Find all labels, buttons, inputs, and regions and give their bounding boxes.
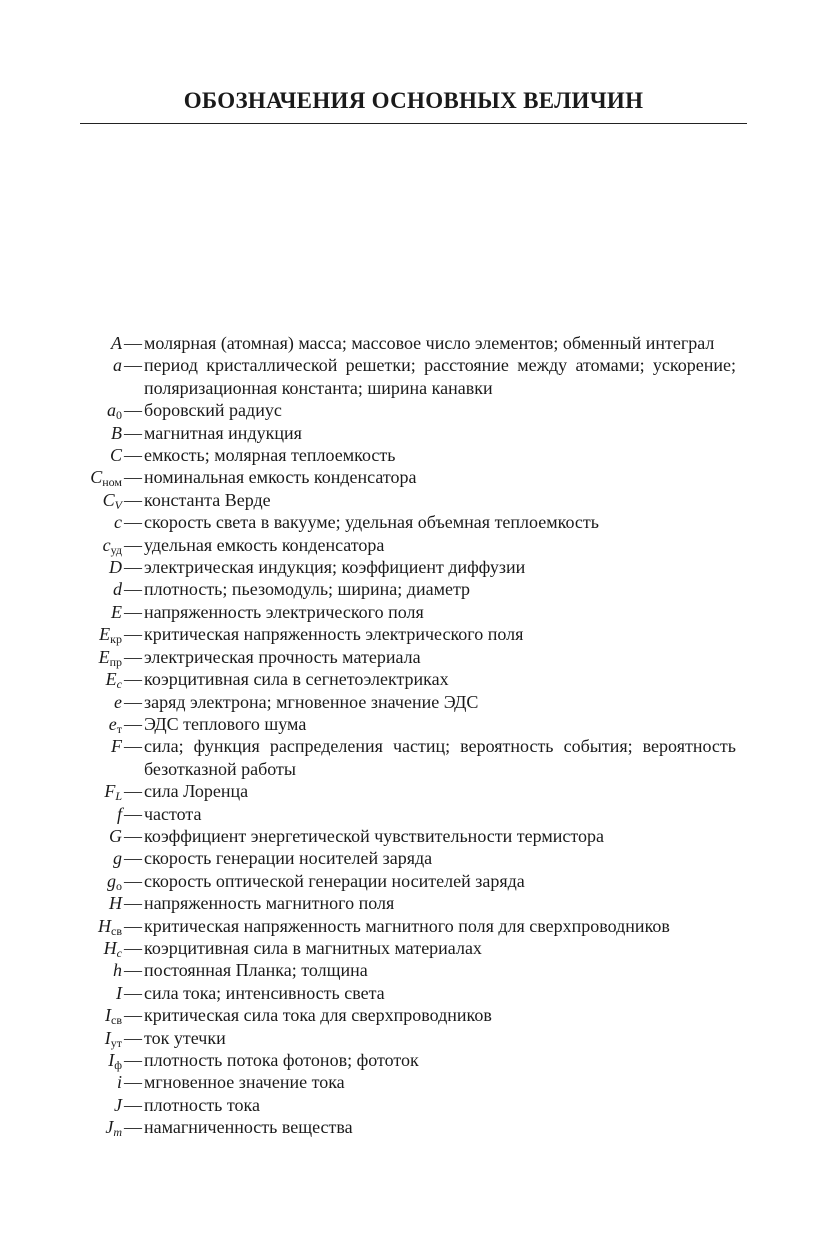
entry-symbol <box>0 601 122 623</box>
entry-symbol <box>0 1027 122 1049</box>
entry-definition: ЭДС теплового шума <box>144 713 307 734</box>
symbol-letter: C <box>90 467 103 488</box>
notation-entry <box>0 959 827 981</box>
entry-dash: — <box>124 557 142 578</box>
entry-definition: сила тока; интенсивность света <box>144 982 385 1003</box>
entry-dash: — <box>124 982 142 1003</box>
entry-dash: — <box>124 1050 142 1070</box>
notation-entry <box>0 399 827 421</box>
notation-entry <box>0 466 827 488</box>
notation-entry <box>0 534 827 556</box>
entry-dash: — <box>124 669 142 690</box>
symbol-letter: e <box>108 713 117 734</box>
entry-definition: номинальная емкость конденсатора <box>144 467 417 488</box>
entry-dash: — <box>124 579 142 600</box>
notation-list <box>0 332 827 1139</box>
symbol-subscript: ф <box>114 1058 122 1072</box>
notation-entry <box>0 870 827 892</box>
notation-entry <box>0 803 827 825</box>
notation-entry <box>0 780 827 802</box>
entry-dash: — <box>124 512 142 533</box>
symbol-letter: h <box>113 960 122 981</box>
symbol-subscript: m <box>113 1125 122 1140</box>
symbol-letter: d <box>113 579 122 600</box>
entry-symbol <box>0 1094 122 1116</box>
entry-dash: — <box>124 400 142 421</box>
entry-symbol <box>0 1116 122 1138</box>
symbol-subscript: т <box>116 721 122 736</box>
symbol-letter: H <box>109 893 122 914</box>
entry-dash: — <box>124 713 142 734</box>
entry-symbol <box>0 668 122 690</box>
notation-entry <box>0 1094 827 1116</box>
entry-dash: — <box>124 870 142 891</box>
entry-definition: плотность потока фотонов; фототок <box>144 1050 419 1070</box>
entry-dash: — <box>124 848 142 869</box>
notation-entry <box>0 1004 827 1026</box>
symbol-letter: I <box>104 1027 111 1048</box>
entry-symbol <box>0 691 122 713</box>
notation-entry <box>0 915 827 937</box>
symbol-letter: F <box>104 781 116 802</box>
entry-dash: — <box>124 333 142 353</box>
entry-symbol <box>0 332 122 354</box>
entry-definition: электрическая прочность материала <box>144 646 421 667</box>
notation-entry <box>0 578 827 600</box>
entry-dash: — <box>124 781 142 802</box>
entry-symbol <box>0 489 122 511</box>
symbol-letter: H <box>103 937 117 958</box>
title-underline <box>80 123 747 124</box>
symbol-letter: a <box>107 400 116 421</box>
entry-dash: — <box>124 355 142 376</box>
symbol-letter: a <box>113 355 122 376</box>
notation-entry <box>0 691 827 713</box>
notation-entry <box>0 982 827 1004</box>
entry-dash: — <box>124 1094 142 1115</box>
entry-definition: критическая напряженность магнитного поля для сверхпроводников <box>144 915 670 936</box>
symbol-letter: i <box>116 1072 122 1093</box>
symbol-letter: E <box>98 646 110 667</box>
entry-symbol <box>0 354 122 399</box>
entry-definition: напряженность электрического поля <box>144 601 424 622</box>
symbol-letter: g <box>113 848 122 869</box>
notation-entry <box>0 354 827 399</box>
symbol-subscript: пр <box>109 654 122 669</box>
entry-dash: — <box>124 422 142 443</box>
entry-definition: скорость оптической генерации носителей заряда <box>144 870 525 891</box>
entry-definition: сила; функция распределения частиц; вероятность события; вероятность безотказной работы <box>144 736 736 779</box>
entry-dash: — <box>124 937 142 958</box>
entry-symbol <box>0 1004 122 1026</box>
notation-entry <box>0 444 827 466</box>
symbol-subscript: ном <box>102 475 122 490</box>
symbol-letter: H <box>98 915 111 936</box>
entry-dash: — <box>124 960 142 981</box>
entry-definition: напряженность магнитного поля <box>144 893 395 914</box>
entry-symbol <box>0 713 122 735</box>
entry-definition: молярная (атомная) масса; массовое число элементов; обменный интеграл <box>144 333 715 353</box>
symbol-subscript: L <box>115 789 122 804</box>
entry-definition: магнитная индукция <box>144 422 302 443</box>
entry-definition: постоянная Планка; толщина <box>144 960 368 981</box>
notation-entry <box>0 937 827 959</box>
symbol-letter: I <box>108 1050 115 1070</box>
entry-dash: — <box>124 445 142 466</box>
symbol-letter: J <box>105 1117 114 1138</box>
entry-symbol <box>0 892 122 914</box>
entry-symbol <box>0 847 122 869</box>
entry-definition: частота <box>144 803 202 824</box>
entry-symbol <box>0 623 122 645</box>
entry-symbol <box>0 735 122 780</box>
entry-dash: — <box>124 646 142 667</box>
entry-symbol <box>0 937 122 959</box>
entry-definition: удельная емкость конденсатора <box>144 534 385 555</box>
notation-entry <box>0 623 827 645</box>
entry-dash: — <box>124 601 142 622</box>
symbol-letter: I <box>105 1005 111 1026</box>
entry-symbol <box>0 578 122 600</box>
entry-definition: сила Лоренца <box>144 781 249 802</box>
symbol-letter: D <box>109 557 122 578</box>
symbol-subscript: c <box>116 677 122 692</box>
notation-entry <box>0 825 827 847</box>
entry-dash: — <box>124 893 142 914</box>
entry-definition: ток утечки <box>144 1027 226 1048</box>
symbol-subscript: уд <box>110 542 122 557</box>
entry-dash: — <box>124 624 142 645</box>
notation-entry <box>0 1049 827 1071</box>
entry-symbol <box>0 399 122 421</box>
symbol-letter: f <box>116 803 122 824</box>
entry-symbol <box>0 1071 122 1093</box>
entry-dash: — <box>124 691 142 712</box>
symbol-letter: E <box>111 601 122 622</box>
notation-entry <box>0 556 827 578</box>
symbol-letter: G <box>109 825 122 846</box>
entry-dash: — <box>124 1027 142 1048</box>
entry-symbol <box>0 1049 122 1071</box>
entry-symbol <box>0 915 122 937</box>
symbol-subscript: ут <box>110 1035 122 1050</box>
entry-symbol <box>0 534 122 556</box>
notation-entry <box>0 847 827 869</box>
entry-symbol <box>0 556 122 578</box>
symbol-subscript: св <box>111 1013 122 1028</box>
entry-dash: — <box>124 825 142 846</box>
symbol-letter: E <box>105 669 117 690</box>
page-title: ОБОЗНАЧЕНИЯ ОСНОВНЫХ ВЕЛИЧИН <box>183 88 644 113</box>
symbol-subscript: св <box>111 923 122 938</box>
symbol-letter: I <box>116 982 122 1003</box>
notation-entry <box>0 646 827 668</box>
entry-definition: скорость генерации носителей заряда <box>144 848 433 869</box>
entry-symbol <box>0 959 122 981</box>
notation-entry <box>0 489 827 511</box>
entry-dash: — <box>124 736 142 757</box>
entry-definition: коэрцитивная сила в магнитных материалах <box>144 937 482 958</box>
entry-definition: емкость; молярная теплоемкость <box>144 445 396 466</box>
entry-symbol <box>0 982 122 1004</box>
symbol-letter: A <box>111 333 122 353</box>
entry-definition: критическая напряженность электрического поля <box>144 624 524 645</box>
entry-definition: коэффициент энергетической чувствительности термистора <box>144 825 604 846</box>
entry-symbol <box>0 870 122 892</box>
entry-definition: константа Верде <box>144 489 271 510</box>
symbol-letter: B <box>111 422 122 443</box>
symbol-subscript: c <box>116 945 122 960</box>
notation-entry <box>0 1071 827 1093</box>
entry-definition: плотность тока <box>144 1094 260 1115</box>
entry-dash: — <box>124 803 142 824</box>
symbol-subscript: кр <box>110 632 122 647</box>
entry-symbol <box>0 646 122 668</box>
entry-definition: коэрцитивная сила в сегнетоэлектриках <box>144 669 449 690</box>
entry-dash: — <box>124 1005 142 1026</box>
symbol-letter: C <box>109 445 122 466</box>
entry-definition: боровский радиус <box>144 400 282 421</box>
symbol-letter: e <box>114 691 122 712</box>
symbol-letter: c <box>114 512 122 533</box>
symbol-letter: c <box>102 534 111 555</box>
notation-entry <box>0 601 827 623</box>
entry-symbol <box>0 825 122 847</box>
notation-entry <box>0 332 827 354</box>
notation-entry <box>0 511 827 533</box>
entry-symbol <box>0 422 122 444</box>
entry-definition: плотность; пьезомодуль; ширина; диаметр <box>144 579 471 600</box>
notation-entry <box>0 668 827 690</box>
entry-definition: период кристаллической решетки; расстояние между атомами; ускорение; поляризационная константа; ширина канавки <box>144 355 736 398</box>
entry-dash: — <box>124 1117 142 1138</box>
symbol-letter: F <box>111 736 122 757</box>
entry-dash: — <box>124 915 142 936</box>
notation-entry <box>0 892 827 914</box>
symbol-letter: g <box>107 870 116 891</box>
notation-entry <box>0 1027 827 1049</box>
entry-definition: мгновенное значение тока <box>144 1072 345 1093</box>
entry-definition: электрическая индукция; коэффициент диффузии <box>144 557 526 578</box>
entry-dash: — <box>124 534 142 555</box>
entry-dash: — <box>124 1072 142 1093</box>
entry-definition: намагниченность вещества <box>144 1117 353 1138</box>
entry-symbol <box>0 466 122 488</box>
symbol-letter: E <box>99 624 111 645</box>
notation-entry <box>0 735 827 780</box>
entry-dash: — <box>124 467 142 488</box>
symbol-letter: J <box>114 1094 122 1115</box>
symbol-subscript: V <box>114 497 122 512</box>
symbol-subscript: 0 <box>116 408 122 423</box>
entry-symbol <box>0 444 122 466</box>
entry-symbol <box>0 511 122 533</box>
entry-definition: скорость света в вакууме; удельная объемная теплоемкость <box>144 512 599 533</box>
notation-entry <box>0 713 827 735</box>
entry-definition: критическая сила тока для сверхпроводников <box>144 1005 492 1026</box>
entry-symbol <box>0 780 122 802</box>
notation-entry <box>0 1116 827 1138</box>
symbol-letter: C <box>102 489 115 510</box>
notation-entry <box>0 422 827 444</box>
entry-symbol <box>0 803 122 825</box>
symbol-subscript: о <box>116 878 122 893</box>
entry-dash: — <box>124 489 142 510</box>
entry-definition: заряд электрона; мгновенное значение ЭДС <box>144 691 479 712</box>
